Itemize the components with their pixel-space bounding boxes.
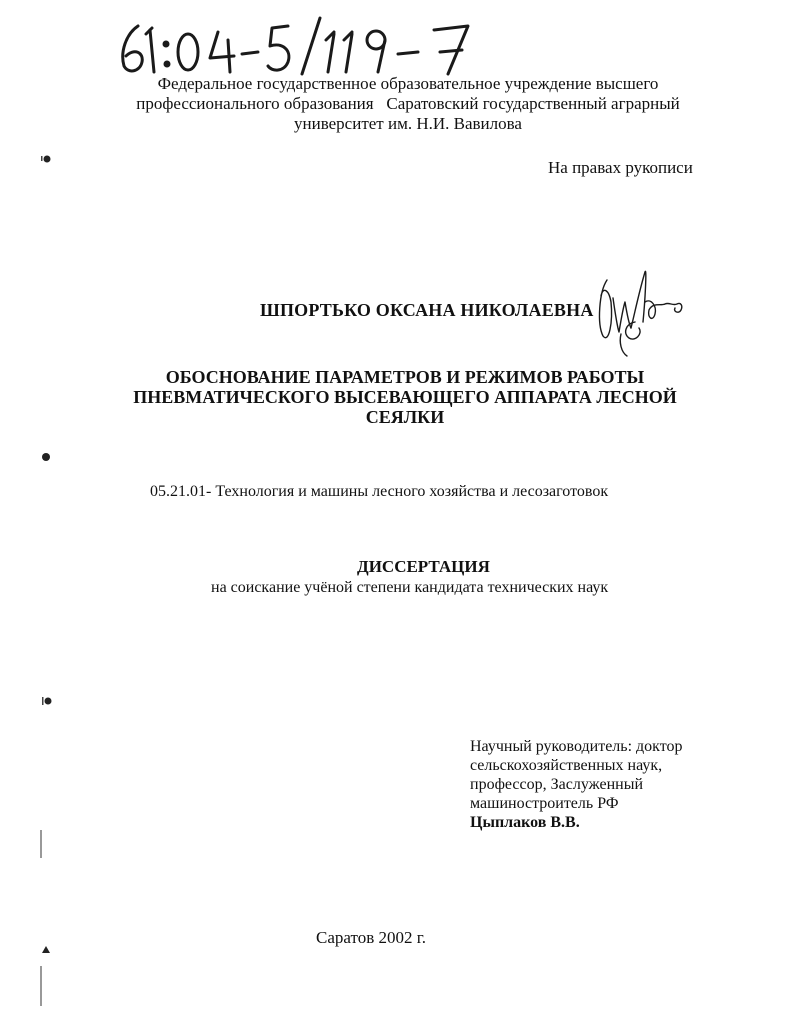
institution-line: профессионального образования Саратовский государственный аграрный — [136, 94, 680, 113]
author-name: ШПОРТЬКО ОКСАНА НИКОЛАЕВНА — [260, 300, 594, 320]
institution-line: университет им. Н.И. Вавилова — [294, 114, 522, 133]
supervisor-line: Научный руководитель: доктор — [470, 738, 683, 755]
title-line: СЕЯЛКИ — [365, 407, 445, 427]
thesis-title — [120, 367, 690, 427]
supervisor-block — [470, 737, 683, 832]
margin-dot-icon — [40, 450, 52, 462]
supervisor-line: машиностроитель РФ — [470, 795, 619, 812]
margin-scan-line — [40, 830, 42, 858]
document-type: ДИССЕРТАЦИЯ — [357, 557, 490, 576]
margin-dot-icon — [40, 694, 52, 706]
specialty-code: 05.21.01- Технология и машины лесного хозяйства и лесозаготовок — [150, 483, 609, 500]
institution-line: Федеральное государственное образовательное учреждение высшего — [157, 74, 659, 93]
supervisor-name: Цыплаков В.В. — [470, 814, 580, 831]
institution-name — [110, 74, 706, 134]
supervisor-line: профессор, Заслуженный — [470, 776, 644, 793]
margin-dot-icon — [40, 944, 52, 956]
degree-description: на соискание учёной степени кандидата технических наук — [211, 579, 609, 596]
supervisor-line: сельскохозяйственных наук, — [470, 757, 663, 774]
title-line: ОБОСНОВАНИЕ ПАРАМЕТРОВ И РЕЖИМОВ РАБОТЫ — [165, 367, 645, 387]
handwritten-archive-code — [112, 12, 512, 78]
margin-dot-icon — [40, 152, 52, 164]
margin-scan-line — [40, 966, 42, 1006]
manuscript-rights-note: На правах рукописи — [548, 158, 693, 177]
title-line: ПНЕВМАТИЧЕСКОГО ВЫСЕВАЮЩЕГО АППАРАТА ЛЕСНОЙ — [133, 387, 677, 407]
city-year: Саратов 2002 г. — [316, 928, 427, 947]
author-signature — [595, 262, 685, 362]
